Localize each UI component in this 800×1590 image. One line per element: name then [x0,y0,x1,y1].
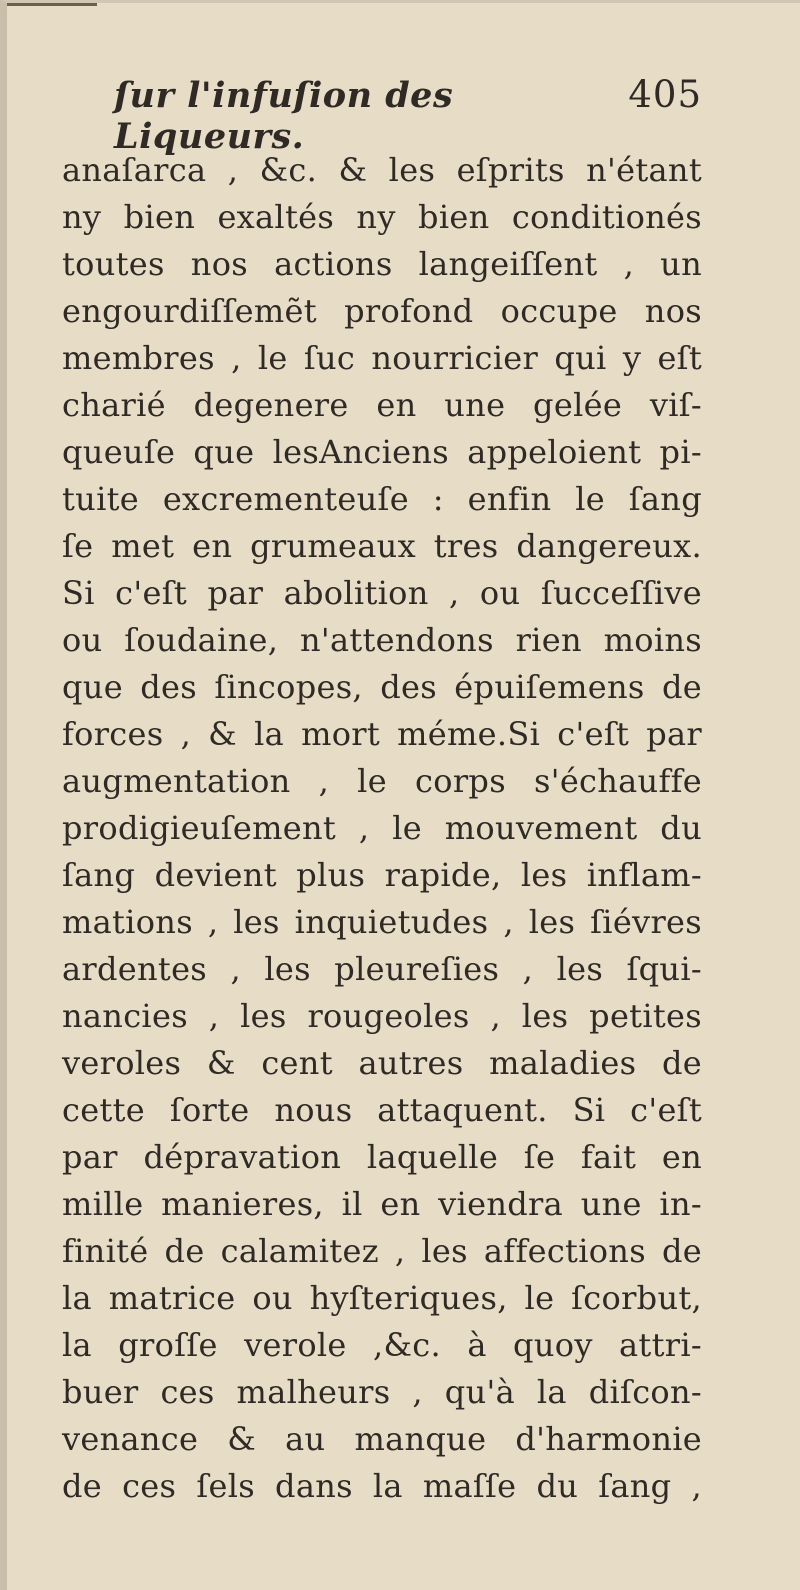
text-line: venance & au manque d'harmonie [62,1420,702,1458]
body-text [62,147,702,1510]
text-line: de ces ſels dans la maſſe du ſang , [62,1467,702,1505]
text-line: nancies , les rougeoles , les petites [62,997,702,1035]
text-line: veroles & cent autres maladies de [62,1044,702,1082]
text-line: ardentes , les pleureſies , les ſqui- [62,950,702,988]
text-line: queuſe que lesAnciens appeloient pi- [62,433,702,471]
running-head [62,73,702,157]
text-line: ſe met en grumeaux tres dangereux. [62,527,702,565]
text-line: engourdiſſemẽt profond occupe nos [62,292,702,330]
printed-page [62,73,702,1510]
text-line: cette ſorte nous attaquent. Si c'eſt [62,1091,702,1129]
text-line: ſang devient plus rapide, les inflam- [62,856,702,894]
text-line: la matrice ou hyſteriques, le ſcorbut, [62,1279,702,1317]
text-line: membres , le ſuc nourricier qui y eſt [62,339,702,377]
text-line: que des ſincopes, des épuiſemens de [62,668,702,706]
text-line: mille manieres, il en viendra une in- [62,1185,702,1223]
text-line: augmentation , le corps s'échauffe [62,762,702,800]
text-line: par dépravation laquelle ſe fait en [62,1138,702,1176]
page-number: 405 [628,73,702,116]
text-line: mations , les inquietudes , les ſiévres [62,903,702,941]
running-title: ſur l'infuſion des Liqueurs. [114,75,454,157]
text-line: ou ſoudaine, n'attendons rien moins [62,621,702,659]
text-line: forces , & la mort méme.Si c'eſt par [62,715,702,753]
text-line: buer ces malheurs , qu'à la diſcon- [62,1373,702,1411]
text-line: charié degenere en une gelée viſ- [62,386,702,424]
text-line: tuite excrementeuſe : enfin le ſang [62,480,702,518]
text-line: Si c'eſt par abolition , ou ſucceſſive [62,574,702,612]
text-line: anaſarca , &c. & les eſprits n'étant [62,151,702,189]
page-edge-shadow [7,3,97,6]
text-line: finité de calamitez , les affections de [62,1232,702,1270]
text-line: ny bien exaltés ny bien conditionés [62,198,702,236]
text-line: la groſſe verole ,&c. à quoy attri- [62,1326,702,1364]
text-line: toutes nos actions langeiſſent , un [62,245,702,283]
text-line: prodigieuſement , le mouvement du [62,809,702,847]
